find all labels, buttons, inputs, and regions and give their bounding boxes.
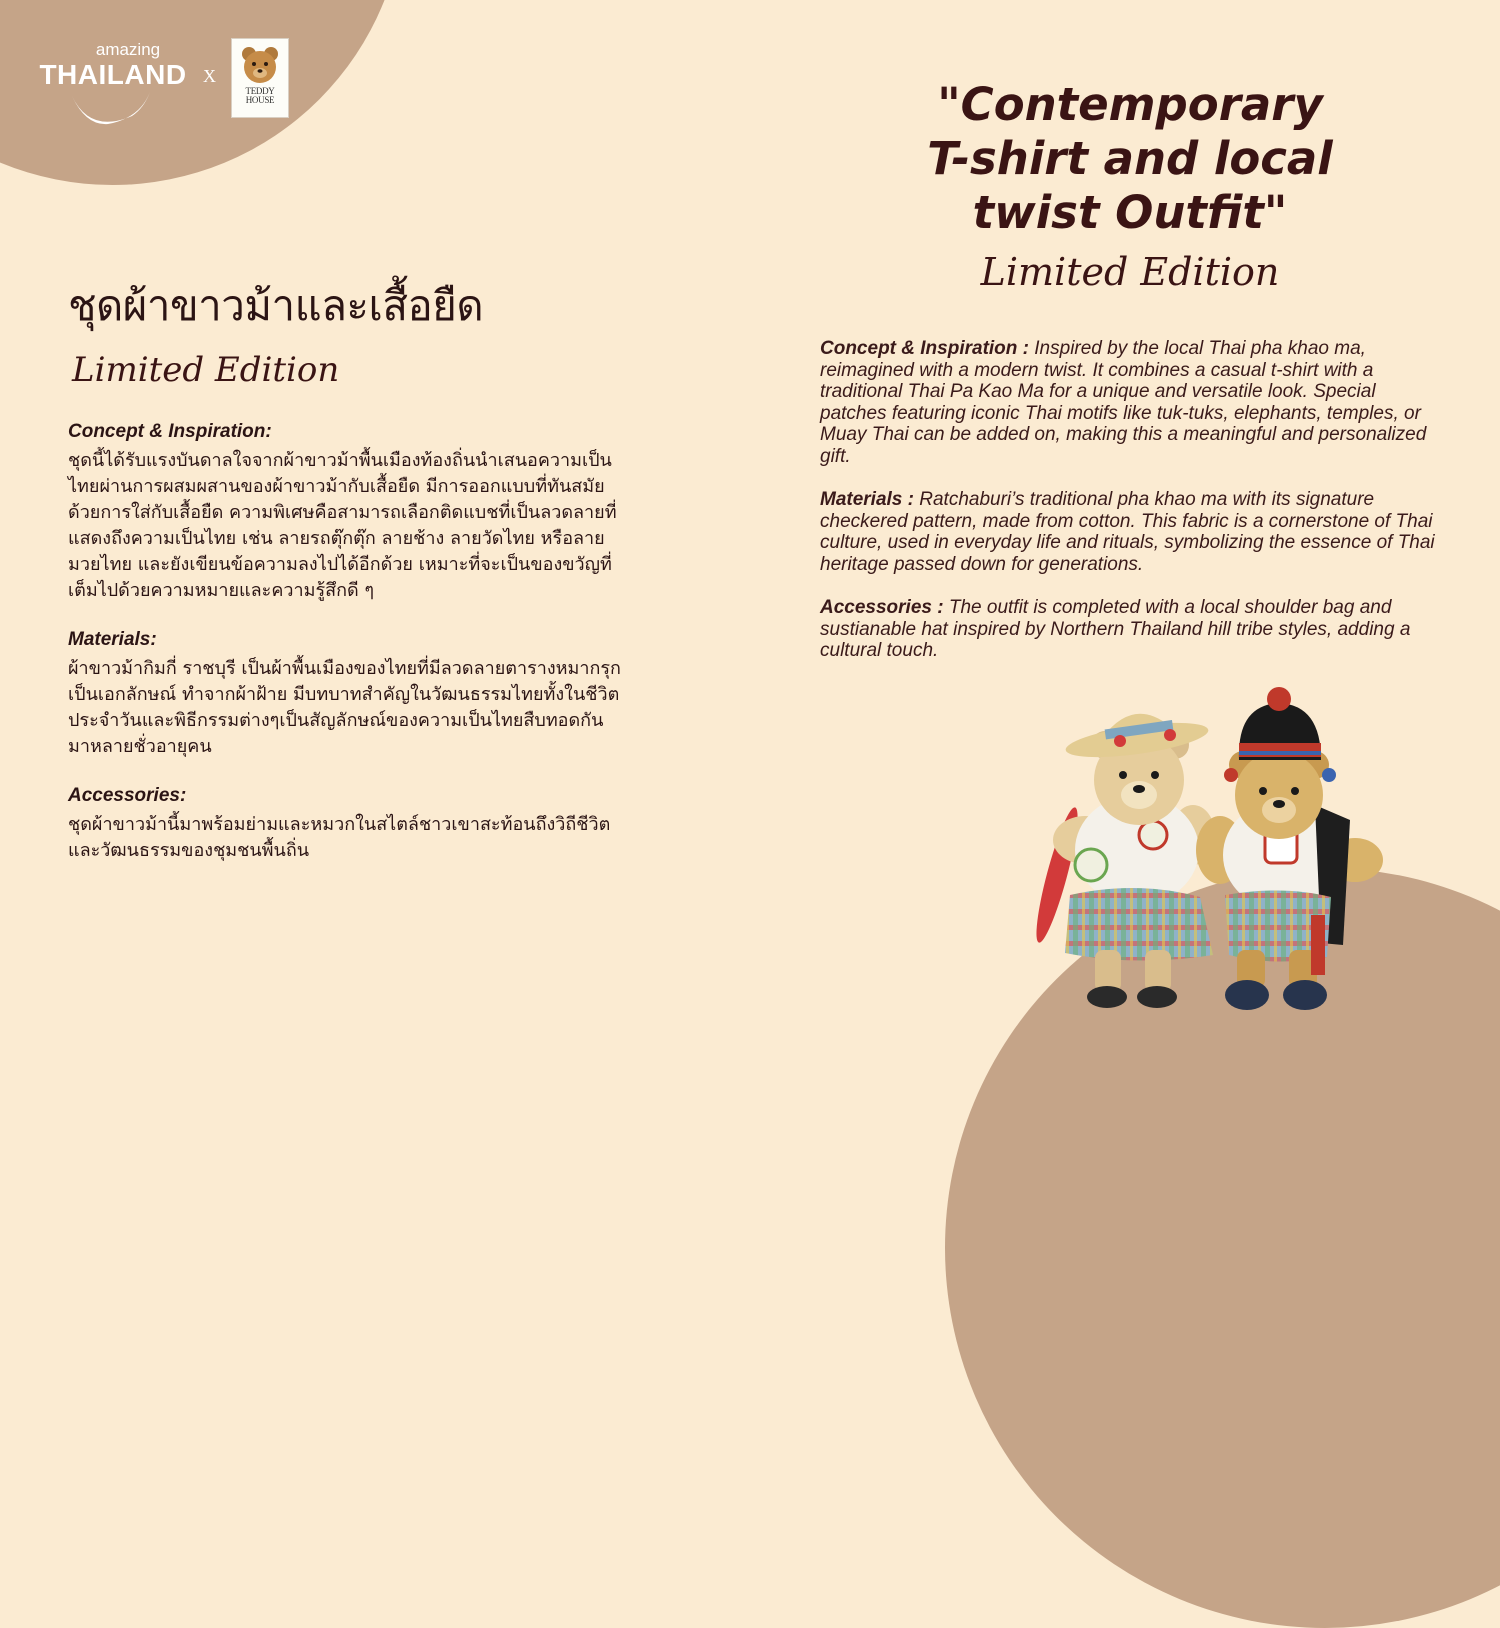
text-line: ประจำวันและพิธีกรรมต่างๆเป็นสัญลักษณ์ของความเป็นไทยสืบทอดกัน <box>68 710 604 731</box>
text-line: ชุดผ้าขาวม้านี้มาพร้อมย่ามและหมวกในสไตล์ชาวเขาสะท้อนถึงวิถีชีวิต <box>68 814 611 835</box>
thai-section-accessories <box>68 784 678 864</box>
text-line: ชุดนี้ได้รับแรงบันดาลใจจากผ้าขาวม้าพื้นเมืองท้องถิ่นนำเสนอความเป็น <box>68 450 612 471</box>
thai-section-heading: Materials: <box>68 629 157 650</box>
thai-section-body <box>68 812 678 864</box>
teddy-logo-line1: TEDDY <box>245 86 275 96</box>
title-line: T-shirt and local <box>927 132 1333 185</box>
english-section-accessories <box>820 597 1440 662</box>
thai-section-concept <box>68 420 678 604</box>
thai-section-body <box>68 656 678 760</box>
text-line: แสดงถึงความเป็นไทย เช่น ลายรถตุ๊กตุ๊ก ลายช้าง ลายวัดไทย หรือลาย <box>68 528 605 549</box>
teddy-bear-icon <box>240 45 280 85</box>
english-section-concept <box>820 338 1440 467</box>
english-title-block <box>880 78 1380 294</box>
teddy-house-logo <box>231 38 289 118</box>
english-description-column <box>820 338 1440 684</box>
english-section-heading: Accessories : <box>820 597 944 618</box>
smile-swoosh-icon <box>68 90 158 134</box>
english-section-heading: Materials : <box>820 489 914 510</box>
text-line: ด้วยการใส่กับเสื้อยืด ความพิเศษคือสามารถเลือกติดแบชที่เป็นลวดลายที่ <box>68 502 617 523</box>
text-line: และวัฒนธรรมของชุมชนพื้นถิ่น <box>68 840 310 861</box>
logo-thailand-text: THAILAND <box>39 59 187 90</box>
logo-amazing-text: amazing <box>95 40 161 59</box>
thai-title: ชุดผ้าขาวม้าและเสื้อยืด <box>68 281 484 330</box>
thai-subtitle: Limited Edition <box>72 350 340 390</box>
title-line: twist Outfit" <box>972 186 1288 239</box>
english-section-materials <box>820 489 1440 575</box>
text-line: มวยไทย และยังเขียนข้อความลงไปได้อีกด้วย เหมาะที่จะเป็นของขวัญที่ <box>68 554 612 575</box>
thai-section-heading: Concept & Inspiration: <box>68 421 272 442</box>
text-line: ผ้าขาวม้ากิมกี่ ราชบุรี เป็นผ้าพื้นเมืองของไทยที่มีลวดลายตารางหมากรุก <box>68 658 621 679</box>
teddy-logo-line2: HOUSE <box>245 95 275 105</box>
english-subtitle: Limited Edition <box>980 250 1280 294</box>
english-section-text: Ratchaburi’s traditional pha khao ma with its signature checkered pattern, made from cotton. This fabric is a cornerstone of Thai culture, used in everyday life and rituals, symbolizing the essence of Thai heritage passed down for generations. <box>820 489 1435 575</box>
collab-separator: X <box>203 66 216 86</box>
teddy-bears-illustration <box>1025 685 1390 1030</box>
thai-section-heading: Accessories: <box>68 785 187 806</box>
text-line: เป็นเอกลักษณ์ ทำจากผ้าฝ้าย มีบทบาทสำคัญในวัฒนธรรมไทยทั้งในชีวิต <box>68 684 620 705</box>
title-line: "Contemporary <box>937 78 1323 131</box>
text-line: เต็มไปด้วยความหมายและความรู้สึกดี ๆ <box>68 580 375 601</box>
english-section-heading: Concept & Inspiration : <box>820 338 1029 359</box>
thai-description-column <box>68 280 678 864</box>
text-line: ไทยผ่านการผสมผสานของผ้าขาวม้ากับเสื้อยืด มีการออกแบบที่ทันสมัย <box>68 476 605 497</box>
amazing-thailand-logo <box>38 40 188 134</box>
text-line: มาหลายชั่วอายุคน <box>68 736 212 757</box>
english-section-text: The outfit is completed with a local shoulder bag and sustianable hat inspired by Northern Thailand hill tribe styles, adding a cultural touch. <box>820 597 1411 661</box>
bear-right <box>1196 687 1383 1010</box>
thai-section-body <box>68 448 678 604</box>
english-title <box>880 78 1380 240</box>
bear-left <box>1029 714 1215 1008</box>
english-section-text: Inspired by the local Thai pha khao ma, reimagined with a modern twist. It combines a casual t-shirt with a traditional Thai Pa Kao Ma for a unique and versatile look. Special patches featuring iconic Thai motifs like tuk-tuks, elephants, temples, or Muay Thai can be added on, making this a meaningful and personalized gift. <box>820 338 1427 467</box>
thai-section-materials <box>68 628 678 760</box>
